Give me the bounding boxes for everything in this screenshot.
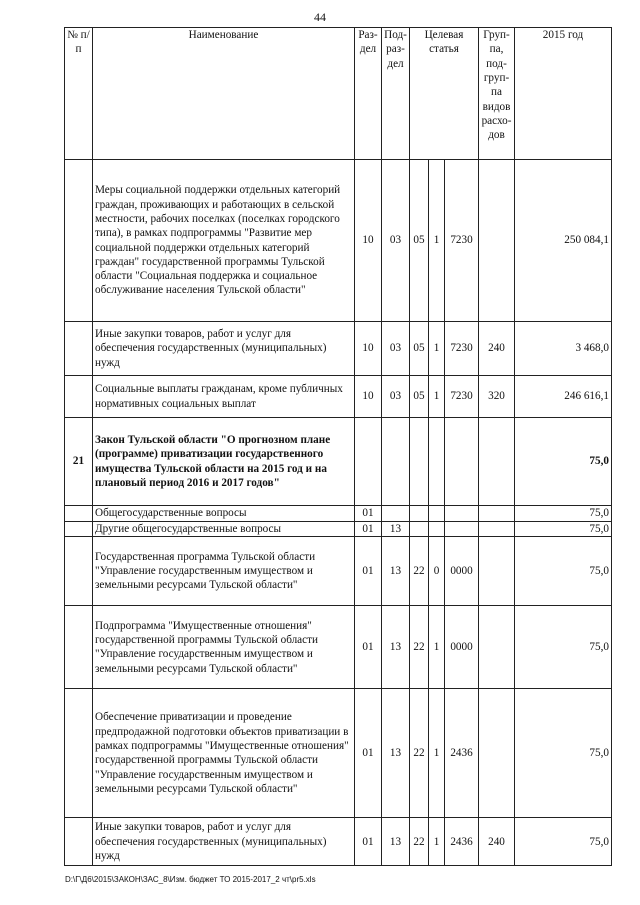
header-row [65, 28, 612, 160]
row-target-subprogram: 1 [429, 376, 445, 418]
row-amount: 75,0 [515, 606, 612, 689]
table-row [65, 537, 612, 606]
budget-table [64, 27, 612, 866]
row-amount: 75,0 [515, 418, 612, 506]
row-target-program: 22 [410, 537, 429, 606]
row-target-subprogram: 1 [429, 322, 445, 376]
row-target-subprogram [429, 506, 445, 522]
row-target-program: 22 [410, 606, 429, 689]
row-amount: 75,0 [515, 506, 612, 522]
row-podrazdel: 13 [382, 522, 410, 537]
row-target-program: 05 [410, 160, 429, 322]
row-razdel: 01 [355, 689, 382, 818]
table-row [65, 418, 612, 506]
row-number [65, 689, 93, 818]
header-num: № п/п [65, 28, 93, 160]
row-expense-group [479, 689, 515, 818]
row-podrazdel: 13 [382, 606, 410, 689]
row-target-direction [445, 418, 479, 506]
row-razdel: 01 [355, 818, 382, 866]
table-row [65, 689, 612, 818]
row-podrazdel: 03 [382, 160, 410, 322]
row-target-subprogram: 1 [429, 606, 445, 689]
table-row [65, 322, 612, 376]
row-podrazdel: 13 [382, 537, 410, 606]
row-number [65, 506, 93, 522]
row-expense-group [479, 606, 515, 689]
row-target-direction: 0000 [445, 537, 479, 606]
row-razdel: 10 [355, 160, 382, 322]
row-expense-group: 240 [479, 818, 515, 866]
row-razdel: 01 [355, 606, 382, 689]
row-amount: 75,0 [515, 522, 612, 537]
row-razdel [355, 418, 382, 506]
table-row [65, 606, 612, 689]
row-amount: 250 084,1 [515, 160, 612, 322]
row-expense-group [479, 522, 515, 537]
row-amount: 75,0 [515, 537, 612, 606]
row-name: Иные закупки товаров, работ и услуг для обеспечения государственных (муниципальных) нужд [93, 818, 355, 866]
row-podrazdel [382, 418, 410, 506]
row-target-direction [445, 506, 479, 522]
row-amount: 75,0 [515, 689, 612, 818]
row-podrazdel: 03 [382, 322, 410, 376]
row-razdel: 01 [355, 506, 382, 522]
row-target-subprogram: 0 [429, 537, 445, 606]
row-target-program: 05 [410, 376, 429, 418]
row-name: Общегосударственные вопросы [93, 506, 355, 522]
row-name: Обеспечение приватизации и проведение предпродажной подготовки объектов приватизации в рамках подпрограммы "Имущественные отношения" государственной программы Тульской области "Управление государственным имуществом и земельными ресурсами Тульской области" [93, 689, 355, 818]
header-group: Груп-па, под-груп-па видов расхо-дов [479, 28, 515, 160]
row-name: Другие общегосударственные вопросы [93, 522, 355, 537]
row-expense-group [479, 506, 515, 522]
row-target-program: 22 [410, 818, 429, 866]
row-amount: 246 616,1 [515, 376, 612, 418]
row-target-direction [445, 522, 479, 537]
row-name: Подпрограмма "Имущественные отношения" государственной программы Тульской области "Управление государственным имуществом и земельными ресурсами Тульской области" [93, 606, 355, 689]
row-target-program: 05 [410, 322, 429, 376]
row-podrazdel: 13 [382, 818, 410, 866]
row-amount: 75,0 [515, 818, 612, 866]
row-number [65, 376, 93, 418]
row-name: Закон Тульской области "О прогнозном плане (программе) приватизации государственного имущества Тульской области на 2015 год и на плановый период 2016 и 2017 годов" [93, 418, 355, 506]
row-target-subprogram: 1 [429, 160, 445, 322]
row-podrazdel: 03 [382, 376, 410, 418]
row-target-direction: 7230 [445, 376, 479, 418]
row-expense-group: 240 [479, 322, 515, 376]
row-name: Социальные выплаты гражданам, кроме публичных нормативных социальных выплат [93, 376, 355, 418]
row-razdel: 01 [355, 522, 382, 537]
row-number [65, 322, 93, 376]
row-target-program: 22 [410, 689, 429, 818]
row-target-direction: 0000 [445, 606, 479, 689]
row-podrazdel: 13 [382, 689, 410, 818]
row-expense-group [479, 418, 515, 506]
row-target-direction: 2436 [445, 818, 479, 866]
row-razdel: 10 [355, 376, 382, 418]
table-row [65, 522, 612, 537]
row-expense-group [479, 160, 515, 322]
row-razdel: 10 [355, 322, 382, 376]
table-row [65, 818, 612, 866]
row-target-subprogram [429, 418, 445, 506]
row-target-program [410, 506, 429, 522]
row-expense-group [479, 537, 515, 606]
row-target-direction: 2436 [445, 689, 479, 818]
page-number: 44 [314, 10, 326, 24]
header-year: 2015 год [515, 28, 612, 160]
row-number [65, 522, 93, 537]
row-name: Меры социальной поддержки отдельных категорий граждан, проживающих и работающих в сельской местности, рабочих поселках (поселках городского типа), в рамках подпрограммы "Развитие мер социальной поддержки отдельных категорий граждан" государственной программы Тульской области "Социальная поддержка и социальное обслуживание населения Тульской области" [93, 160, 355, 322]
header-target: Целевая статья [410, 28, 479, 160]
table-row [65, 160, 612, 322]
row-podrazdel [382, 506, 410, 522]
header-name: Наименование [93, 28, 355, 160]
row-name: Государственная программа Тульской области "Управление государственным имуществом и земельными ресурсами Тульской области" [93, 537, 355, 606]
table-row [65, 506, 612, 522]
row-expense-group: 320 [479, 376, 515, 418]
row-target-subprogram: 1 [429, 689, 445, 818]
row-target-subprogram [429, 522, 445, 537]
row-target-subprogram: 1 [429, 818, 445, 866]
row-number [65, 537, 93, 606]
row-razdel: 01 [355, 537, 382, 606]
row-target-program [410, 418, 429, 506]
row-target-program [410, 522, 429, 537]
row-number: 21 [65, 418, 93, 506]
table-row [65, 376, 612, 418]
row-target-direction: 7230 [445, 160, 479, 322]
row-amount: 3 468,0 [515, 322, 612, 376]
row-name: Иные закупки товаров, работ и услуг для обеспечения государственных (муниципальных) нужд [93, 322, 355, 376]
row-number [65, 818, 93, 866]
header-razdel: Раз-дел [355, 28, 382, 160]
row-number [65, 160, 93, 322]
row-number [65, 606, 93, 689]
file-path-footer: D:\Г\Д6\2015\ЗАКОН\ЗАС_8\Изм. бюджет ТО 2015-2017_2 чт\pr5.xls [65, 875, 316, 884]
header-podrazdel: Под-раз-дел [382, 28, 410, 160]
row-target-direction: 7230 [445, 322, 479, 376]
